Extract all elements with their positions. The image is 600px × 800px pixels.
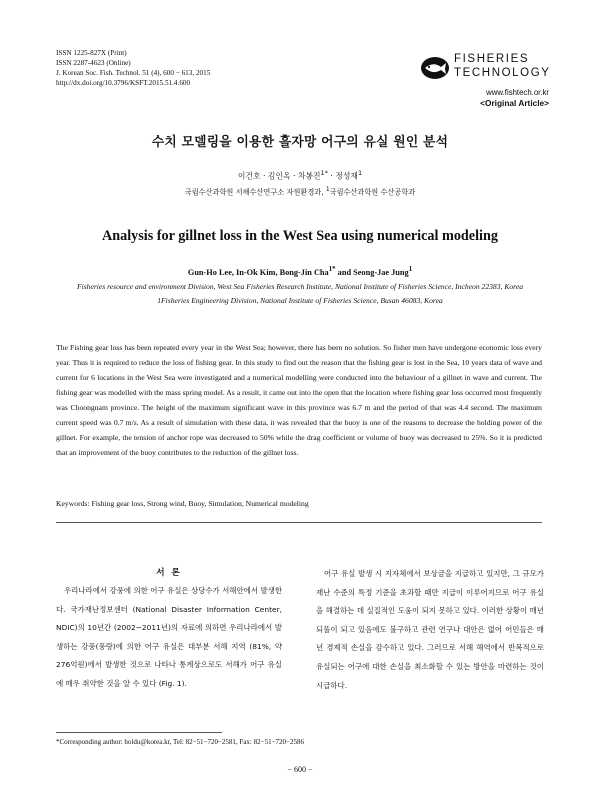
keywords: Keywords: Fishing gear loss, Strong wind, Buoy, Simulation, Numerical modeling: [56, 499, 309, 508]
header-right: [480, 88, 549, 108]
authors-en-2: and Seong-Jae Jung: [335, 267, 409, 277]
corresponding-author-footnote: *Corresponding author: holdu@korea.kr, Tel: 82−51−720−2581, Fax: 82−51−720−2586: [56, 738, 304, 746]
authors-english: [0, 266, 600, 277]
section-divider: [56, 522, 542, 523]
doi-link[interactable]: http://dx.doi.org/10.3796/KSFT.2015.51.4.600: [56, 79, 191, 87]
citation: J. Korean Soc. Fish. Technol. 51 (4), 600 − 613, 2015: [56, 69, 211, 77]
authors-en-2-mark: 1: [408, 266, 413, 273]
affil-en-2: 1Fisheries Engineering Division, National Institute of Fisheries Science, Busan 46083, Korea: [157, 296, 443, 305]
article-type: <Original Article>: [480, 98, 549, 108]
intro-right-column: 어구 유실 발생 시 지자체에서 보상금을 지급하고 있지만, 그 규모가 재난 수준의 특정 기준을 초과할 때만 지급이 이루어지므로 어구 유실을 해결하는 데 실질적인 도움이 되지 못하고 있다. 이러한 상황이 매년 되풀이 되고 있음에도 불구하고 관련 연구나 대안은 없어 어민들은 매년 경제적 손실을 감수하고 있다. 그러므로 서해 해역에서 반복적으로 유실되는 어구에 대한 손실을 최소화할 수 있는 방안을 마련하는 것이 시급하다.: [316, 569, 544, 690]
fish-logo-icon: [420, 55, 450, 81]
affil-ko-1: 국립수산과학원 서해수산연구소 자원환경과,: [184, 187, 326, 197]
journal-logo: [420, 52, 550, 86]
intro-left-column: 우리나라에서 강풍에 의한 어구 유실은 상당수가 서해안에서 발생한다. 국가재난정보센터 (National Disaster Information Center, NDIC)의 10년간 (2002~2011년)의 자료에 의하면 우리나라에서 발생하는 강풍(풍랑)에 의한 어구 유실은 대부분 서해 지역 (81%, 약 276억원)에서 발생한 것으로 나타나 통계상으로도 서해가 어구 유실에 매우 취약한 것을 알 수 있다 (Fig. 1).: [56, 586, 282, 688]
title-korean: 수치 모델링을 이용한 흘자망 어구의 유실 원인 분석: [151, 135, 449, 150]
authors-en-1: Gun-Ho Lee, In-Ok Kim, Bong-Jin Cha: [187, 267, 329, 277]
section-heading: 서 론: [156, 568, 182, 578]
affiliation-english: [70, 280, 530, 308]
abstract: The Fishing gear loss has been repeated every year in the West Sea; however, there has been no solution. So fisher men have undergone economic loss every year. Thus it is required to reduce the loss of fishing gear. In this study to find out the reason that the fishing gear is lost in the Sea, 10 years data of wave and current for 6 locations in the West Sea were investigated and a numerical modelling were conducted into the behaviour of a gillnet in wave and current. The fishing gear was modelled with the mass spring model. As a result, it came out into the open that the location where fishing gear loss occurred most frequently was Choongnam province. The height of the maximum significant wave in this province was 6.7 m and the period of that was 4.4 second. The maximum current speed was 0.7 m/s. As a result of simulation with these data, it was revealed that the buoy is one of the reasons to decrease the holding power of the gillnet. For example, the tension of anchor rope was decreased to 50% while the drag coefficient or volume of buoy was decreased to 25%. So it is predicted that an improvement of the buoy contributes to the reduction of the gillnet loss.: [56, 343, 542, 457]
issn-online: ISSN 2287-4623 (Online): [56, 59, 131, 67]
logo-text: [454, 52, 551, 80]
affiliation-korean: [0, 186, 600, 197]
page-number: − 600 −: [287, 765, 313, 774]
logo-line-2: TECHNOLOGY: [454, 67, 551, 79]
website-link[interactable]: www.fishtech.or.kr: [486, 88, 549, 97]
affil-en-1: Fisheries resource and environment Division, West Sea Fisheries Research Institute, National Institute of Fisheries Science, Incheon 22383, Korea: [76, 282, 524, 291]
issn-print: ISSN 1225-827X (Print): [56, 49, 127, 57]
authors-korean: [0, 169, 600, 182]
authors-ko-last-mark: 1: [357, 169, 363, 177]
authors-ko-text: 이건호 · 김인옥 · 차봉진: [237, 171, 321, 181]
journal-info: [56, 48, 210, 88]
footnote-rule: [56, 732, 222, 733]
authors-ko-mark: 1*: [320, 169, 328, 177]
title-english: Analysis for gillnet loss in the West Sea using numerical modeling: [102, 228, 498, 244]
logo-line-1: FISHERIES: [454, 53, 530, 65]
affil-ko-mark: 1: [325, 186, 330, 193]
affil-ko-2: 국립수산과학원 수산공학과: [329, 187, 416, 197]
authors-en-1-mark: 1*: [328, 266, 336, 273]
authors-ko-last: · 정성재: [327, 171, 358, 181]
